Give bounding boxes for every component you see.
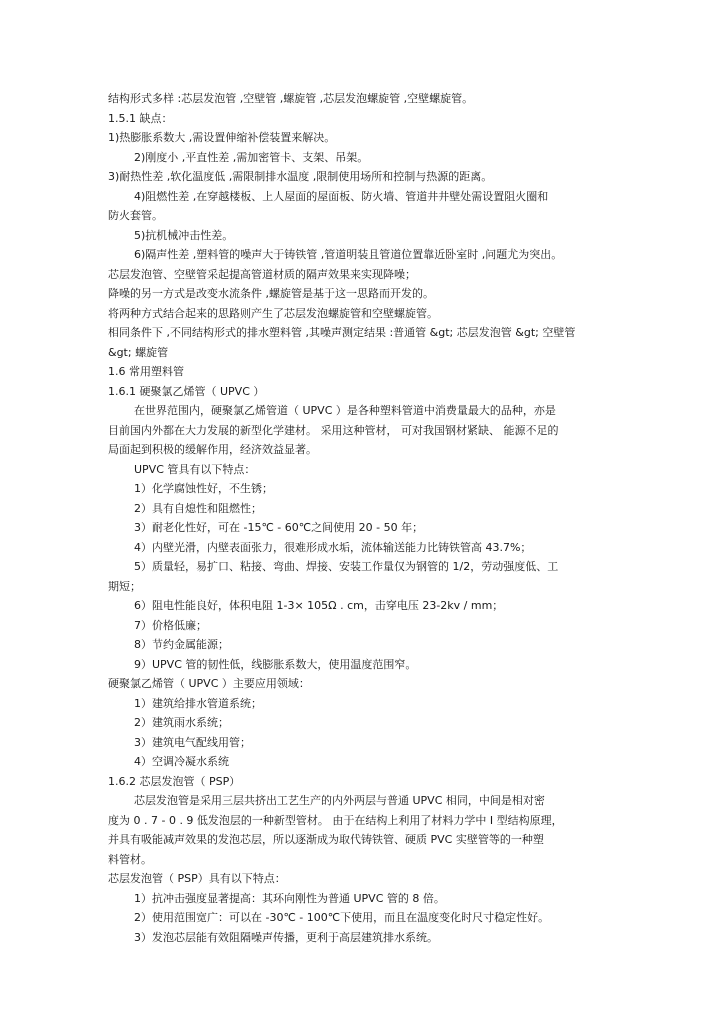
text-line: 1)热膨胀系数大 ,需设置伸缩补偿装置来解决。 xyxy=(108,131,336,144)
text-line: 1.6 常用塑料管 xyxy=(108,365,184,378)
text-line: UPVC 管具有以下特点： xyxy=(134,462,256,476)
text-line: 并具有吸能减声效果的发泡芯层，所以逐渐成为取代铸铁管、硬质 PVC 实壁管等的一种塑 xyxy=(108,833,544,846)
text-line: 4）空调冷凝水系统 xyxy=(134,755,229,768)
text-line: 1）抗冲击强度显著提高：其环向刚性为普通 UPVC 管的 8 倍。 xyxy=(134,891,445,905)
text-line: &gt; 螺旋管 xyxy=(108,345,169,359)
text-line: 5)抗机械冲击性差。 xyxy=(134,228,234,242)
text-line: 芯层发泡管是采用三层共挤出工艺生产的内外两层与普通 UPVC 相同，中间是相对密 xyxy=(134,794,545,807)
text-line: 降噪的另一方式是改变水流条件 ,螺旋管是基于这一思路而开发的。 xyxy=(108,287,434,300)
text-line: 1.5.1 缺点： xyxy=(108,111,173,125)
text-line: 2）建筑雨水系统； xyxy=(134,716,229,729)
text-line: 结构形式多样 :芯层发泡管 ,空壁管 ,螺旋管 ,芯层发泡螺旋管 ,空壁螺旋管。 xyxy=(108,92,474,105)
text-line: 硬聚氯乙烯管（ UPVC ）主要应用领域： xyxy=(108,677,310,690)
text-line: 将两种方式结合起来的思路则产生了芯层发泡螺旋管和空壁螺旋管。 xyxy=(108,306,438,320)
text-line: 目前国内外都在大力发展的新型化学建材。 采用这种管材， 可对我国钢材紧缺、 能源不足的 xyxy=(108,423,559,437)
text-line: 2）使用范围宽广：可以在 -30℃ - 100℃下使用，而且在温度变化时尺寸稳定性好。 xyxy=(134,911,550,924)
text-line: 局面起到积极的缓解作用，经济效益显著。 xyxy=(108,443,317,456)
text-line: 7）价格低廉； xyxy=(134,618,207,632)
text-line: 度为 0 . 7 - 0 . 9 低发泡层的一种新型管材。 由于在结构上利用了材料力学中 I 型结构原理， xyxy=(108,813,563,827)
text-line: 3)耐热性差 ,软化温度低 ,需限制排水温度 ,限制使用场所和控制与热源的距离。 xyxy=(108,170,493,183)
text-line: 2)刚度小 ,平直性差 ,需加密管卡、支架、吊架。 xyxy=(134,150,369,164)
text-line: 3）发泡芯层能有效阻隔噪声传播，更利于高层建筑排水系统。 xyxy=(134,930,438,944)
text-line: 在世界范围内，硬聚氯乙烯管道（ UPVC ）是各种塑料管道中消费量最大的品种，亦是 xyxy=(134,404,556,417)
text-line: 1）化学腐蚀性好，不生锈； xyxy=(134,482,273,495)
text-line: 6)隔声性差 ,塑料管的噪声大于铸铁管 ,管道明装且管道位置靠近卧室时 ,问题尤为突出。 xyxy=(134,248,563,261)
document-body xyxy=(108,89,618,947)
text-line: 期短； xyxy=(108,579,141,593)
text-line: 防火套管。 xyxy=(108,209,163,222)
text-line: 3）建筑电气配线用管； xyxy=(134,735,251,749)
text-line: 4）内壁光滑，内壁表面张力，很难形成水垢，流体输送能力比铸铁管高 43.7%； xyxy=(134,540,532,554)
text-line: 1.6.2 芯层发泡管（ PSP） xyxy=(108,774,241,788)
text-line: 6）阻电性能良好，体积电阻 1-3× 105Ω . cm，击穿电压 23-2kv / mm； xyxy=(134,599,504,612)
text-line: 3）耐老化性好，可在 -15℃ - 60℃之间使用 20 - 50 年； xyxy=(134,521,424,534)
text-line: 相同条件下 ,不同结构形式的排水塑料管 ,其噪声测定结果 :普通管 &gt; 芯层发泡管 &gt; 空壁管 xyxy=(108,326,576,339)
text-line: 芯层发泡管（ PSP）具有以下特点： xyxy=(108,872,286,885)
text-line: 5）质量轻，易扩口、粘接、弯曲、焊接、安装工作量仅为钢管的 1/2，劳动强度低、工 xyxy=(134,560,559,573)
text-line: 9）UPVC 管的韧性低，线膨胀系数大，使用温度范围窄。 xyxy=(134,657,417,671)
text-line: 2）具有自熄性和阻燃性； xyxy=(134,501,262,515)
text-line: 1）建筑给排水管道系统； xyxy=(134,696,262,710)
text-line: 1.6.1 硬聚氯乙烯管（ UPVC ） xyxy=(108,384,265,398)
text-line: 芯层发泡管、空壁管采起提高管道材质的隔声效果来实现降噪； xyxy=(108,267,416,281)
text-line: 料管材。 xyxy=(108,852,152,866)
text-line: 4)阻燃性差 ,在穿越楼板、上人屋面的屋面板、防火墙、管道井井壁处需设置阻火圈和 xyxy=(134,189,549,203)
text-line: 8）节约金属能源； xyxy=(134,638,229,651)
